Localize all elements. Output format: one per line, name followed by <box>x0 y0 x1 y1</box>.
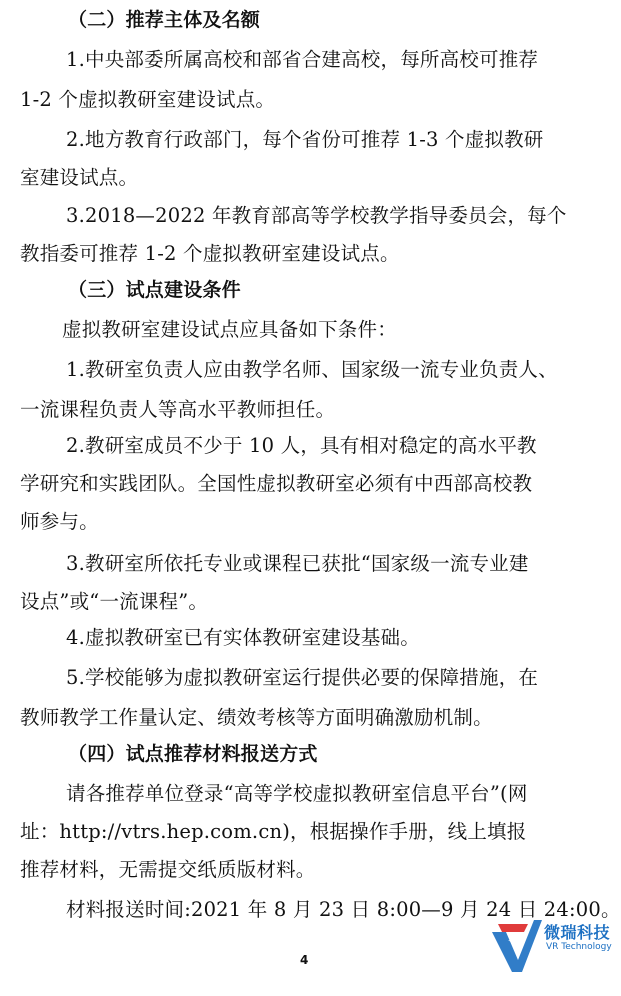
paragraph-line: 师参与。 <box>20 510 99 533</box>
paragraph-line: 教指委可推荐 1-2 个虚拟教研室建设试点。 <box>20 242 400 265</box>
paragraph-line: 3.教研室所依托专业或课程已获批“国家级一流专业建 <box>66 552 529 575</box>
section-heading-2: （二）推荐主体及名额 <box>68 9 261 31</box>
paragraph-line: 3.2018—2022 年教育部高等学校教学指导委员会，每个 <box>66 204 567 227</box>
section-heading-3: （三）试点建设条件 <box>68 279 241 301</box>
section-heading-4: （四）试点推荐材料报送方式 <box>68 743 318 765</box>
paragraph-line: 材料报送时间:2021 年 8 月 23 日 8:00—9 月 24 日 24:00。 <box>66 898 621 921</box>
paragraph-line: 请各推荐单位登录“高等学校虚拟教研室信息平台”(网 <box>66 782 528 805</box>
paragraph-line: 室建设试点。 <box>20 166 139 189</box>
paragraph-line: 5.学校能够为虚拟教研室运行提供必要的保障措施，在 <box>66 666 539 689</box>
vr-logo-icon <box>488 914 548 976</box>
paragraph-line: 虚拟教研室建设试点应具备如下条件： <box>62 318 397 341</box>
paragraph-line: 2.教研室成员不少于 10 人，具有相对稳定的高水平教 <box>66 434 537 457</box>
paragraph-line: 1.教研室负责人应由教学名师、国家级一流专业负责人、 <box>66 358 558 381</box>
paragraph-line: 4.虚拟教研室已有实体教研室建设基础。 <box>66 626 420 649</box>
page-number: 4 <box>300 953 309 967</box>
paragraph-line: 设点”或“一流课程”。 <box>20 590 209 613</box>
paragraph-line: 2.地方教育行政部门，每个省份可推荐 1-3 个虚拟教研 <box>66 128 544 151</box>
paragraph-line: 一流课程负责人等高水平教师担任。 <box>20 398 336 421</box>
watermark-subtitle: VR Technology <box>546 942 612 952</box>
paragraph-line: 1-2 个虚拟教研室建设试点。 <box>20 88 276 111</box>
watermark-logo <box>488 912 616 978</box>
paragraph-line: 教师教学工作量认定、绩效考核等方面明确激励机制。 <box>20 706 493 729</box>
paragraph-line: 学研究和实践团队。全国性虚拟教研室必须有中西部高校教 <box>20 472 533 495</box>
paragraph-line: 1.中央部委所属高校和部省合建高校，每所高校可推荐 <box>66 48 539 71</box>
paragraph-line: 址：http://vtrs.hep.com.cn)，根据操作手册，线上填报 <box>20 820 527 843</box>
paragraph-line: 推荐材料，无需提交纸质版材料。 <box>20 858 316 881</box>
watermark-name: 微瑞科技 <box>544 923 611 942</box>
